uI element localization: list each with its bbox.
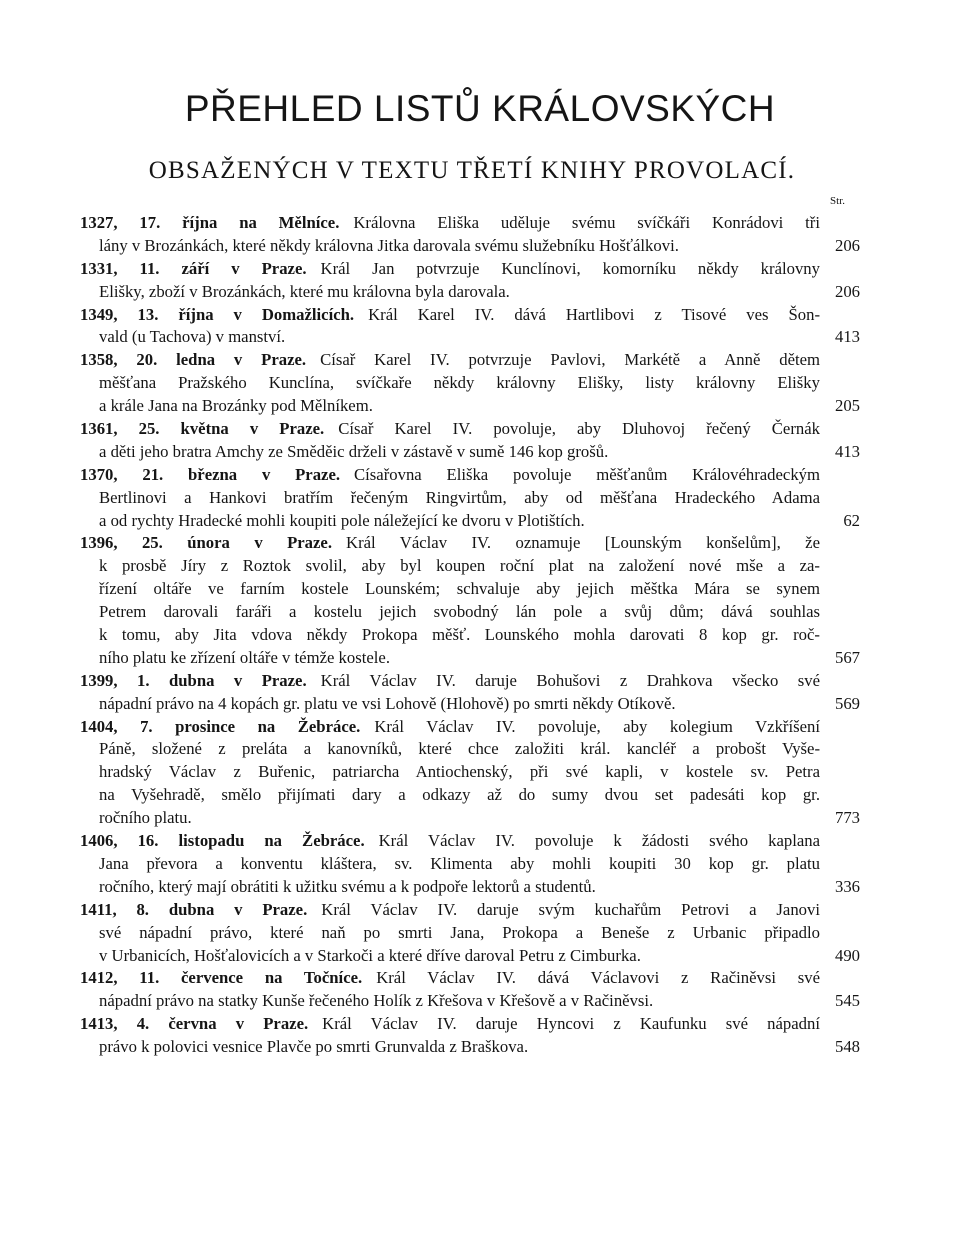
entry-first-line <box>80 670 860 693</box>
entry-heading: 1327, 17. října na Mělníce. <box>80 213 340 232</box>
entry-text: vald (u Tachova) v manství. <box>99 327 286 347</box>
entry-line <box>80 761 860 784</box>
entry-text: Císař Karel IV. povoluje, aby Dluhovoj řečený Černák <box>338 419 820 439</box>
entry-text: řízení oltáře ve farním kostele Lounském; schvaluje aby jejich měštka Mára se synem <box>99 579 820 599</box>
entry-line <box>80 853 860 876</box>
entry-line <box>80 601 860 624</box>
entry-text: a děti jeho bratra Amchy ze Směděic drželi v zástavě v sumě 146 kop grošů. <box>99 441 609 461</box>
entry-text: k prosbě Jíry z Roztok svolil, aby byl koupen roční plat na založení nové mše a za- <box>99 556 820 576</box>
entry-first-line <box>80 464 860 487</box>
entry-text: Král Václav IV. dává Václavovi z Račiněvsi své <box>376 968 820 988</box>
entry-first-line <box>80 830 860 853</box>
entry <box>80 212 860 258</box>
entry-first-line <box>80 349 860 372</box>
entry-line <box>80 693 860 716</box>
entry-text: Královna Eliška uděluje svému svíčkáři Konrádovi tři <box>353 213 821 232</box>
entry-line <box>80 372 860 395</box>
entry-line <box>80 281 860 304</box>
entry-text: lány v Brozánkách, které někdy královna Jitka darovala svému služebníku Hošťálkovi. <box>99 235 679 255</box>
entry-text: Král Václav IV. daruje Bohušovi z Drahkova všecko své <box>320 670 820 690</box>
entry <box>80 830 860 899</box>
entry-line <box>80 555 860 578</box>
entry-text: měšťana Pražského Kunclína, svíčkaře někdy královny Elišky, listy královny Elišky <box>99 373 820 393</box>
entry <box>80 418 860 464</box>
entry <box>80 899 860 968</box>
entry-page-number: 206 <box>834 235 860 255</box>
entry-line <box>80 395 860 418</box>
entry-line <box>80 876 860 899</box>
entry-text: Král Jan potvrzuje Kunclínovi, komorníku někdy královny <box>320 258 820 278</box>
page-column-label: Str. <box>830 195 845 207</box>
entry-line <box>80 578 860 601</box>
entry-heading: 1411, 8. dubna v Praze. <box>80 899 308 919</box>
entry-heading: 1358, 20. ledna v Praze. <box>80 350 307 370</box>
entry-first-line <box>80 258 860 281</box>
entry-text: k tomu, aby Jita vdova někdy Prokopa měšť. Lounského mohla darovati 8 kop gr. roč- <box>99 625 820 645</box>
entry-line <box>80 1036 860 1059</box>
entry-text: Petrem darovali faráři a kostelu jejich svobodný lán pole a svůj dům; dává souhlas <box>99 602 820 622</box>
entry-text: své nápadní právo, které naň po smrti Jana, Prokopa a Beneše z Urbanic připadlo <box>99 922 820 942</box>
entry-line <box>80 441 860 464</box>
entry-text: Bertlinovi a Hankovi bratřím řečeným Ringvirtům, aby od měšťana Hradeckého Adama <box>99 487 820 507</box>
entry-first-line <box>80 532 860 555</box>
entry <box>80 1013 860 1059</box>
entry-line <box>80 922 860 945</box>
entry-text: Elišky, zboží v Brozánkách, které mu královna byla darovala. <box>99 281 510 301</box>
entry-text: Král Václav IV. daruje svým kuchařům Petrovi a Janovi <box>321 899 820 919</box>
entry-text: nápadní právo na 4 kopách gr. platu ve vsi Lohově (Hlohově) po smrti někdy Otíkově. <box>99 693 676 713</box>
entry-first-line <box>80 967 860 990</box>
entry-first-line <box>80 212 860 235</box>
entry-first-line <box>80 304 860 327</box>
entry-line <box>80 487 860 510</box>
entry-text: Jana převora a konventu kláštera, sv. Klimenta aby mohli koupiti 30 kop gr. platu <box>99 853 820 873</box>
entry-heading: 1370, 21. března v Praze. <box>80 464 341 484</box>
entry-heading: 1331, 11. září v Praze. <box>80 258 307 278</box>
entry-text: Páně, složené z preláta a kanovníků, které chce založiti král. kancléř a probošt Vyše- <box>99 739 820 759</box>
page-title: PŘEHLED LISTŮ KRÁLOVSKÝCH <box>184 88 776 129</box>
entry-text: Král Václav IV. oznamuje [Lounským konšelům], že <box>346 533 820 553</box>
entry-page-number: 569 <box>834 693 860 713</box>
entry-line <box>80 807 860 830</box>
entry-line <box>80 738 860 761</box>
entry-line <box>80 990 860 1013</box>
entry-line <box>80 326 860 349</box>
entry-heading: 1349, 13. října v Domažlicích. <box>80 304 355 324</box>
entry <box>80 464 860 533</box>
entry-heading: 1406, 16. listopadu na Žebráce. <box>80 831 365 851</box>
entry-line <box>80 624 860 647</box>
entry-text: na Vyšehradě, smělo přijímati dary a odkazy až do sumy dvou set padesáti kop gr. <box>99 785 820 805</box>
entry-text: právo k polovici vesnice Plavče po smrti Grunvalda z Braškova. <box>99 1037 529 1057</box>
entry-heading: 1361, 25. května v Praze. <box>80 419 325 439</box>
entry-text: ního platu ke zřízení oltáře v témže kostele. <box>99 647 390 667</box>
entry-heading: 1399, 1. dubna v Praze. <box>80 670 307 690</box>
entry-page-number: 205 <box>834 396 860 416</box>
entry-text: Císař Karel IV. potvrzuje Pavlovi, Markétě a Anně dětem <box>320 350 820 370</box>
entry-page-number: 545 <box>834 991 860 1011</box>
entry-page-number: 336 <box>834 876 860 896</box>
entry-text: Král Václav IV. daruje Hyncovi z Kaufunku své nápadní <box>322 1014 820 1034</box>
entry-line <box>80 784 860 807</box>
entry-heading: 1413, 4. června v Praze. <box>80 1014 309 1034</box>
entry-heading: 1404, 7. prosince na Žebráce. <box>80 716 361 736</box>
entry-page-number: 490 <box>834 945 860 965</box>
entry-line <box>80 945 860 968</box>
entry-text: a krále Jana na Brozánky pod Mělníkem. <box>99 396 373 416</box>
entry <box>80 967 860 1013</box>
entries-list <box>80 212 860 1059</box>
entry-text: ročního platu. <box>99 808 192 828</box>
entry-first-line <box>80 716 860 739</box>
entry-text: hradský Václav z Buřenic, patriarcha Antiochenský, při své kapli, v kostele sv. Petra <box>99 762 820 782</box>
entry-text: Král Václav IV. povoluje k žádosti svého kaplana <box>378 831 820 851</box>
entry-page-number: 773 <box>834 808 860 828</box>
entry-heading: 1396, 25. února v Praze. <box>80 533 333 553</box>
entry <box>80 716 860 830</box>
entry <box>80 304 860 350</box>
entry-first-line <box>80 1013 860 1036</box>
entry-page-number: 62 <box>843 510 860 530</box>
entry-first-line <box>80 899 860 922</box>
entry-line <box>80 235 860 258</box>
entry-page-number: 413 <box>834 327 860 347</box>
entry-page-number: 567 <box>834 647 860 667</box>
entry <box>80 349 860 418</box>
entry-text: Císařovna Eliška povoluje měšťanům Královéhradeckým <box>354 464 820 484</box>
entry-line <box>80 510 860 533</box>
entry-first-line <box>80 418 860 441</box>
entry <box>80 258 860 304</box>
entry-page-number: 413 <box>834 441 860 461</box>
entry <box>80 532 860 669</box>
entry <box>80 670 860 716</box>
entry-page-number: 206 <box>834 281 860 301</box>
entry-text: ročního, který mají obrátiti k užitku svému a k podpoře lektorů a studentů. <box>99 876 596 896</box>
entry-text: a od rychty Hradecké mohli koupiti pole náležející ke dvoru v Plotištích. <box>99 510 585 530</box>
entry-heading: 1412, 11. července na Točníce. <box>80 968 363 988</box>
page-subtitle: OBSAŽENÝCH V TEXTU TŘETÍ KNIHY PROVOLACÍ. <box>148 157 796 184</box>
entry-page-number: 548 <box>834 1037 860 1057</box>
entry-line <box>80 647 860 670</box>
entry-text: nápadní právo na statky Kunše řečeného Holík z Křešova v Křešově a v Račiněvsi. <box>99 991 654 1011</box>
entry-text: v Urbanicích, Hošťalovicích a v Starkoči a které dříve daroval Petru z Cimburka. <box>99 945 641 965</box>
entry-text: Král Karel IV. dává Hartlibovi z Tisové ves Šon- <box>368 304 820 324</box>
entry-text: Král Václav IV. povoluje, aby kolegium Vzkříšení <box>374 716 820 736</box>
